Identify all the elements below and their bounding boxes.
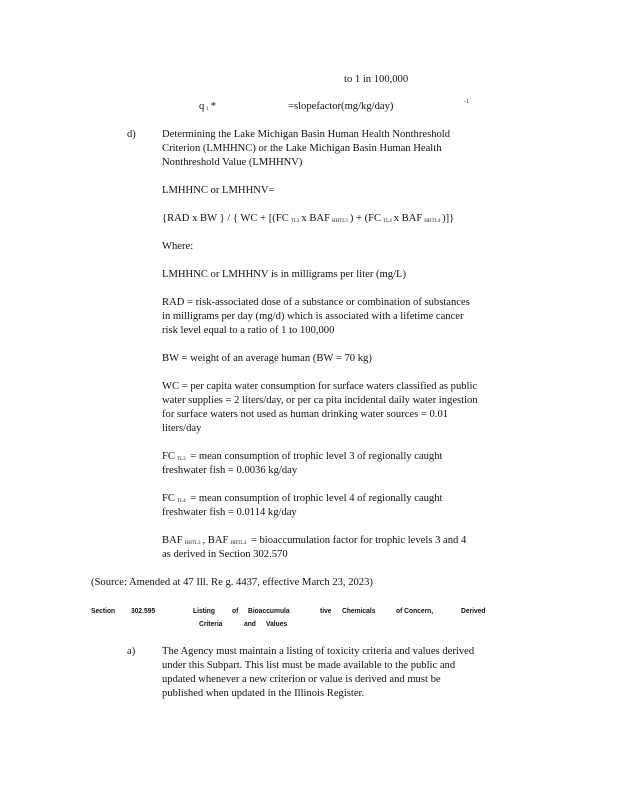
- fc-tl3-text: = mean consumption of trophic level 3 of regionally caught: [190, 451, 443, 462]
- item-a-line-4: published when updated in the Illinois Register.: [162, 688, 365, 699]
- formula: [162, 212, 454, 228]
- q1-symbol: q: [199, 101, 205, 112]
- formula-part-1: {RAD x BW } / { WC + [(FC: [162, 213, 289, 224]
- baf-subscript-1: HHTL3: [184, 541, 201, 546]
- q1-subscript: 1: [206, 107, 209, 112]
- fc-tl4-symbol: FC: [162, 493, 175, 504]
- section-title-word-7: Derived: [461, 606, 486, 615]
- slope-factor-definition: =slopefactor(mg/kg/day): [288, 101, 394, 112]
- section-title-word-9: and: [244, 619, 256, 628]
- definition-rad-1: RAD = risk-associated dose of a substance or combination of substances: [162, 297, 470, 308]
- item-a-label: a): [127, 646, 136, 657]
- q1-star: *: [210, 101, 217, 112]
- continued-text: to 1 in 100,000: [344, 74, 409, 85]
- section-title-word-3: Bioaccumula: [248, 606, 290, 615]
- section-title-word-10: Values: [266, 619, 288, 628]
- formula-part-5: )]}: [442, 213, 455, 224]
- slope-factor-line: [199, 100, 216, 116]
- definition-wc-1: WC = per capita water consumption for surface waters classified as public: [162, 381, 478, 392]
- definition-rad-2: in milligrams per day (mg/d) which is associated with a lifetime cancer: [162, 311, 464, 322]
- formula-part-2: x BAF: [301, 213, 330, 224]
- formula-sub-4: HHTL4: [424, 219, 441, 224]
- item-d-label: d): [127, 129, 136, 140]
- definition-baf-2: as derived in Section 302.570: [162, 549, 288, 560]
- formula-part-3: ) + (FC: [349, 213, 382, 224]
- baf-symbol-2: , BAF: [202, 535, 229, 546]
- section-title-word-2: of: [232, 606, 239, 615]
- definition-wc-2: water supplies = 2 liters/day, or per ca pita incidental daily water ingestion: [162, 395, 478, 406]
- formula-sub-3: TL4: [383, 219, 392, 224]
- section-title-word-1: Listing: [193, 606, 215, 615]
- formula-sub-1: TL3: [290, 219, 300, 224]
- definition-rad-3: risk level equal to a ratio of 1 to 100,000: [162, 325, 335, 336]
- item-a-line-2: under this Subpart. This list must be made available to the public and: [162, 660, 456, 671]
- baf-text: = bioaccumulation factor for trophic levels 3 and 4: [250, 535, 467, 546]
- formula-part-4: x BAF: [393, 213, 423, 224]
- definition-wc-3: for surface waters not used as human drinking water sources = 0.01: [162, 409, 449, 420]
- item-d-line-1: Determining the Lake Michigan Basin Human Health Nonthreshold: [162, 129, 451, 140]
- definition-bw: BW = weight of an average human (BW = 70 kg): [162, 353, 372, 364]
- section-title-word-8: Criteria: [199, 619, 223, 628]
- fc-tl3-symbol: FC: [162, 451, 175, 462]
- baf-symbol-1: BAF: [162, 535, 183, 546]
- definition-fc-tl3-2: freshwater fish = 0.0036 kg/day: [162, 465, 298, 476]
- section-number: 302.595: [131, 606, 156, 615]
- section-title-word-6: of Concern,: [396, 606, 434, 615]
- section-title-word-4: tive: [320, 606, 332, 615]
- fc-tl3-subscript: TL3: [176, 457, 186, 462]
- where-label: Where:: [162, 241, 194, 252]
- item-a-line-1: The Agency must maintain a listing of toxicity criteria and values derived: [162, 646, 475, 657]
- definition-lmhhnc: LMHHNC or LMHHNV is in milligrams per liter (mg/L): [162, 269, 407, 280]
- item-d-line-3: Nonthreshold Value (LMHHNV): [162, 157, 303, 168]
- definition-wc-4: liters/day: [162, 423, 202, 434]
- formula-sub-2: HHTL3: [331, 219, 348, 224]
- baf-subscript-2: HHTL4: [230, 541, 247, 546]
- item-d-line-2: Criterion (LMHHNC) or the Lake Michigan Basin Human Health: [162, 143, 442, 154]
- item-a-line-3: updated whenever a new criterion or value is derived and must be: [162, 674, 441, 685]
- fc-tl4-subscript: TL4: [176, 499, 186, 504]
- section-label: Section: [91, 606, 116, 615]
- equation-title: LMHHNC or LMHHNV=: [162, 185, 275, 196]
- fc-tl4-text: = mean consumption of trophic level 4 of regionally caught: [190, 493, 443, 504]
- slope-factor-exponent: -1: [464, 99, 469, 105]
- source-note: (Source: Amended at 47 Ill. Re g. 4437, effective March 23, 2023): [91, 577, 373, 588]
- definition-fc-tl4-2: freshwater fish = 0.0114 kg/day: [162, 507, 297, 518]
- section-title-word-5: Chemicals: [342, 606, 376, 615]
